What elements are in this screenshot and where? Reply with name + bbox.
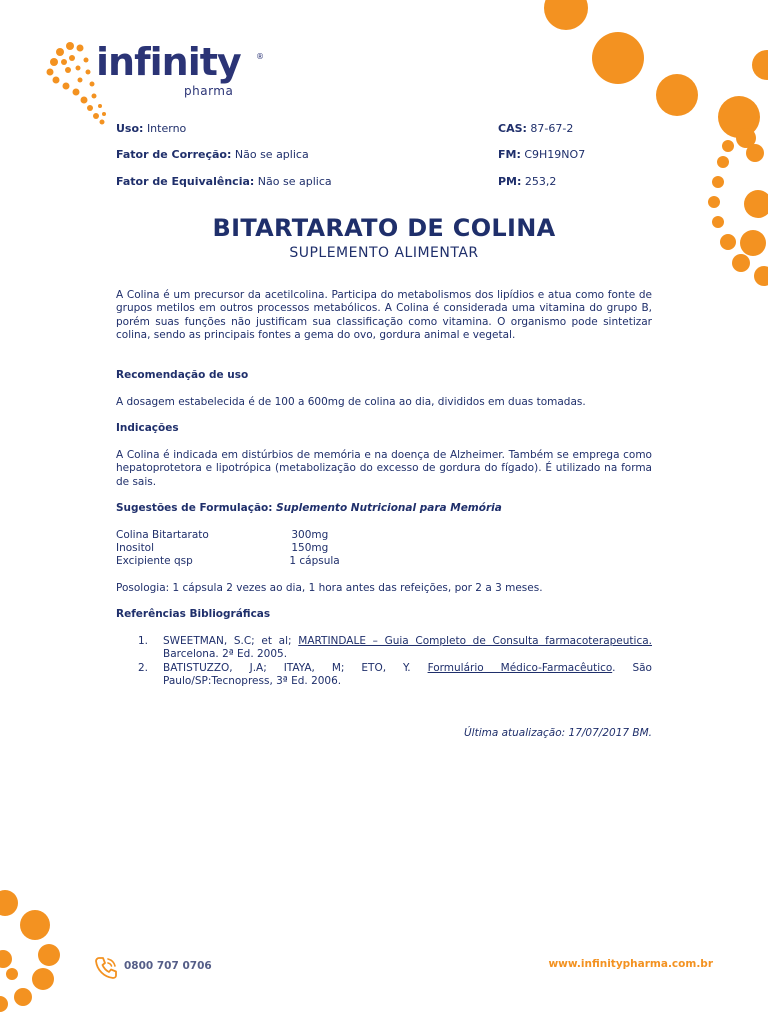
fator-correcao-label: Fator de Correção: — [116, 148, 232, 161]
fator-equivalencia-value: Não se aplica — [257, 175, 332, 188]
phone-icon — [92, 954, 120, 982]
pm-value: 253,2 — [524, 175, 557, 188]
pm-label: PM: — [498, 175, 522, 188]
logo-sub: pharma — [184, 84, 234, 98]
formula-item-name: Inositol — [116, 542, 155, 554]
formula-row — [116, 529, 328, 541]
reference-item — [138, 662, 652, 689]
pm-field — [498, 175, 556, 188]
referencias-heading: Referências Bibliográficas — [116, 608, 271, 620]
reference-publisher: . São Paulo/SP:Tecnopress, 3ª Ed. 2006. — [163, 662, 652, 688]
formula-row — [116, 542, 328, 554]
posologia-text: Posologia: 1 cápsula 2 vezes ao dia, 1 hora antes das refeições, por 2 a 3 meses. — [116, 582, 543, 594]
fm-value: C9H19NO7 — [524, 148, 586, 161]
formula-item-qty: 150mg — [291, 542, 329, 554]
page-subtitle: SUPLEMENTO ALIMENTAR — [289, 245, 479, 261]
indicacoes-heading: Indicações — [116, 422, 179, 434]
indicacoes-text: A Colina é indicada em distúrbios de memória e na doença de Alzheimer. Também se emprega como hepatoprotetora e lipotrópica (metabolização do excesso de gordura do fígado). É utilizado na forma de sais. — [116, 449, 652, 488]
reference-number: 2. — [138, 662, 149, 674]
cas-value: 87-67-2 — [530, 122, 574, 135]
reference-item — [138, 635, 652, 662]
fator-correcao-value: Não se aplica — [234, 148, 309, 161]
formula-row — [116, 555, 340, 567]
formula-item-qty: 1 cápsula — [289, 555, 340, 567]
formulacao-heading-label: Sugestões de Formulação: — [116, 502, 273, 514]
formula-item-name: Excipiente qsp — [116, 555, 193, 567]
formula-item-qty: 300mg — [291, 529, 329, 541]
reference-number: 1. — [138, 635, 149, 647]
uso-value: Interno — [146, 122, 187, 135]
intro-paragraph: A Colina é um precursor da acetilcolina. Participa do metabolismos dos lipídios e atua como fonte de grupos metilos em outros processos metabólicos. A Colina é considerada uma vitamina do grupo B, porém suas funções não justificam sua classificação como vitamina. O organismo pode sintetizar colina, sendo as principais fontes a gema do ovo, gordura animal e vegetal. — [116, 289, 652, 342]
formulacao-heading — [116, 502, 652, 515]
reference-publisher: Barcelona. 2ª Ed. 2005. — [163, 648, 288, 661]
formula-item-name: Colina Bitartarato — [116, 529, 209, 541]
page-title: BITARTARATO DE COLINA — [212, 214, 556, 242]
reference-text — [163, 662, 652, 689]
fm-label: FM: — [498, 148, 521, 161]
logo-brand: infinity — [96, 40, 241, 84]
company-logo — [44, 40, 284, 130]
cas-label: CAS: — [498, 122, 527, 135]
phone-number: 0800 707 0706 — [124, 960, 212, 972]
fator-equivalencia-field — [116, 175, 332, 188]
fator-correcao-field — [116, 148, 309, 161]
logo-registered: ® — [256, 52, 264, 61]
website-link[interactable]: www.infinitypharma.com.br — [548, 958, 713, 970]
cas-field — [498, 122, 573, 135]
recomendacao-heading: Recomendação de uso — [116, 369, 249, 381]
uso-label: Uso: — [116, 122, 144, 135]
recomendacao-text: A dosagem estabelecida é de 100 a 600mg de colina ao dia, divididos em duas tomadas. — [116, 396, 586, 408]
formulacao-heading-italic: Suplemento Nutricional para Memória — [276, 502, 502, 514]
reference-text — [163, 635, 652, 662]
fator-equivalencia-label: Fator de Equivalência: — [116, 175, 255, 188]
reference-title: MARTINDALE – Guia Completo de Consulta farmacoterapeutica. — [298, 635, 652, 647]
fm-field — [498, 148, 585, 161]
reference-title: Formulário Médico-Farmacêutico — [427, 662, 613, 674]
uso-field — [116, 122, 186, 135]
last-updated: Última atualização: 17/07/2017 BM. — [463, 727, 652, 739]
reference-authors: SWEETMAN, S.C; et al; — [163, 635, 299, 647]
reference-authors: BATISTUZZO, J.A; ITAYA, M; ETO, Y. — [163, 662, 428, 674]
